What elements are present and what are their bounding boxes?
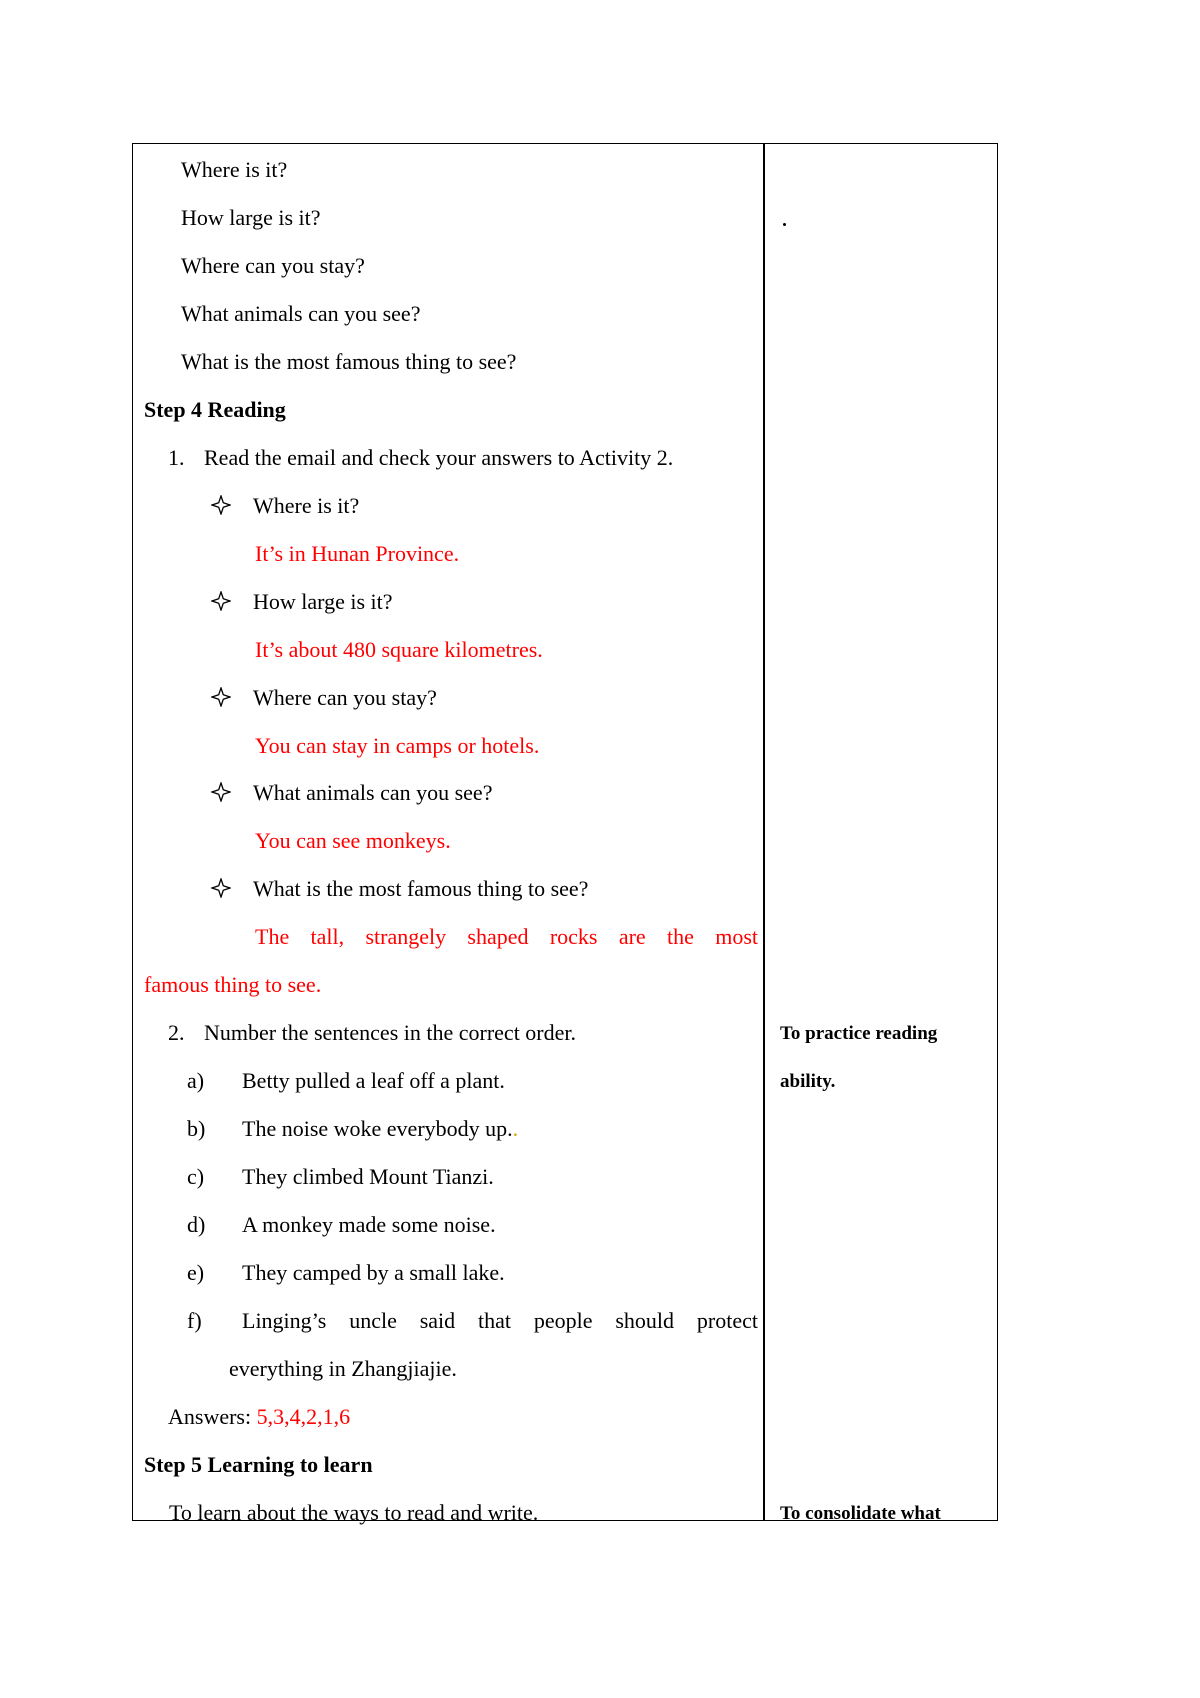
- step5-title: Step 5 Learning to learn: [144, 1452, 373, 1477]
- qa5-question: What is the most famous thing to see?: [253, 876, 589, 901]
- sentence-d-label: d): [187, 1212, 206, 1237]
- step5-text: To learn about the ways to read and write.: [169, 1500, 539, 1525]
- note-reading-line2: ability.: [780, 1071, 836, 1092]
- edit-mark: .: [512, 1116, 519, 1141]
- qa5-answer-line2: famous thing to see.: [144, 972, 322, 997]
- sentence-c-label: c): [187, 1164, 205, 1189]
- question-5: What is the most famous thing to see?: [181, 349, 517, 374]
- qa5-answer-line1: The tall, strangely shaped rocks are the most: [255, 924, 758, 949]
- question-3: Where can you stay?: [181, 253, 365, 278]
- question-2: How large is it?: [181, 205, 321, 230]
- sentence-a: Betty pulled a leaf off a plant.: [242, 1068, 505, 1093]
- note-consolidate: To consolidate what: [780, 1503, 941, 1524]
- answers-label: Answers:: [168, 1404, 252, 1429]
- question-4: What animals can you see?: [181, 301, 421, 326]
- qa2-answer: It’s about 480 square kilometres.: [255, 637, 543, 662]
- qa2-question: How large is it?: [253, 589, 393, 614]
- qa4-question: What animals can you see?: [253, 780, 493, 805]
- qa3-question: Where can you stay?: [253, 685, 437, 710]
- column-divider: [763, 143, 765, 1521]
- question-1: Where is it?: [181, 157, 288, 182]
- answers-line: [168, 1404, 350, 1430]
- item1-text: Read the email and check your answers to Activity 2.: [204, 445, 674, 470]
- sentence-f-line2: everything in Zhangjiajie.: [229, 1356, 457, 1381]
- qa4-answer: You can see monkeys.: [255, 828, 451, 853]
- qa1-answer: It’s in Hunan Province.: [255, 541, 460, 566]
- step4-title: Step 4 Reading: [144, 397, 286, 422]
- item2-text: Number the sentences in the correct order.: [204, 1020, 577, 1045]
- stray-dot: [783, 223, 786, 226]
- item1-number: 1.: [168, 445, 185, 470]
- sentence-b-label: b): [187, 1116, 206, 1141]
- sentence-d: A monkey made some noise.: [242, 1212, 496, 1237]
- note-reading-line1: To practice reading: [780, 1023, 938, 1044]
- sentence-a-label: a): [187, 1068, 205, 1093]
- sentence-b: The noise woke everybody up..: [242, 1116, 519, 1141]
- sentence-c: They climbed Mount Tianzi.: [242, 1164, 494, 1189]
- item2-number: 2.: [168, 1020, 185, 1045]
- sentence-f-label: f): [187, 1308, 202, 1333]
- qa1-question: Where is it?: [253, 493, 360, 518]
- sentence-e-label: e): [187, 1260, 205, 1285]
- four-point-star-outline-icon: [211, 687, 231, 707]
- four-point-star-outline-icon: [211, 878, 231, 898]
- qa3-answer: You can stay in camps or hotels.: [255, 733, 540, 758]
- answers-value: 5,3,4,2,1,6: [256, 1404, 351, 1429]
- sentence-e: They camped by a small lake.: [242, 1260, 505, 1285]
- sentence-f-line1: Linging’s uncle said that people should protect: [242, 1308, 758, 1333]
- four-point-star-outline-icon: [211, 782, 231, 802]
- four-point-star-outline-icon: [211, 591, 231, 611]
- four-point-star-outline-icon: [211, 495, 231, 515]
